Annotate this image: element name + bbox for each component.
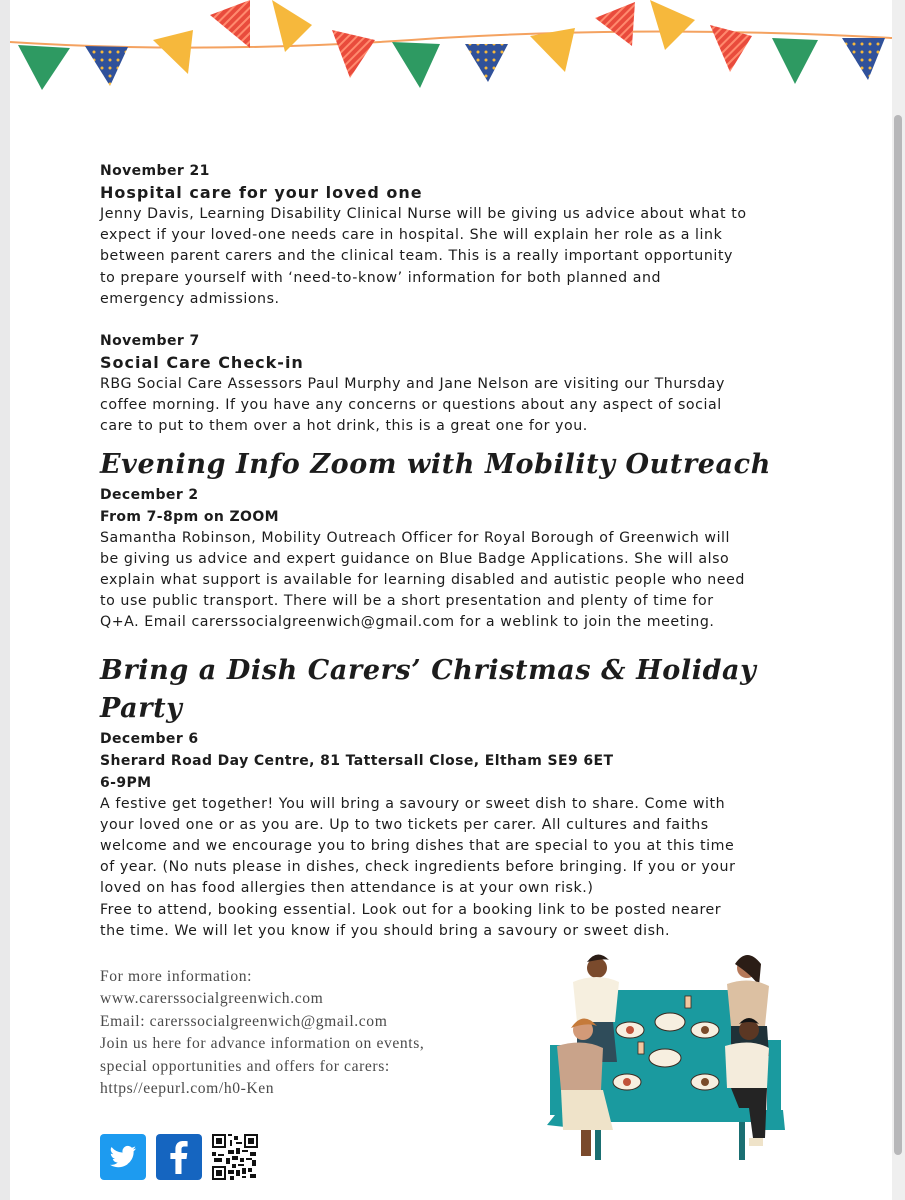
zoom-description: Samantha Robinson, Mobility Outreach Officer for Royal Borough of Greenwich will be giving us advice and expert guidance on Blue Badge Applications. She will also explain what support is available for learning disabled and autistic people who need to use public transport. There will be a short presentation and plenty of time for Q+A. Email carerssocialgreenwich@gmail.com for a weblink to join the meeting. bbox=[100, 529, 745, 631]
flag-dots bbox=[465, 44, 508, 82]
event-date: November 21 bbox=[100, 163, 210, 179]
contact-info bbox=[100, 966, 424, 1100]
info-label: For more information: bbox=[100, 968, 253, 985]
flag-yellow bbox=[153, 30, 193, 74]
flag-green bbox=[772, 38, 818, 84]
flag-green bbox=[392, 42, 440, 88]
event-description: RBG Social Care Assessors Paul Murphy and Jane Nelson are visiting our Thursday coffee morning. If you have any concerns or questions about any aspect of social care to put to them over a hot drink, this is a great one for you. bbox=[100, 376, 725, 435]
zoom-time: From 7-8pm on ZOOM bbox=[100, 508, 279, 525]
event-block bbox=[100, 160, 800, 310]
qr-code bbox=[212, 1134, 258, 1180]
party-venue: Sherard Road Day Centre, 81 Tattersall Close, Eltham SE9 6ET bbox=[100, 752, 614, 769]
party-heading: Bring a Dish Carers’ Christmas & Holiday Party bbox=[100, 654, 757, 724]
facebook-icon[interactable] bbox=[156, 1134, 202, 1180]
flag-dots bbox=[842, 38, 885, 80]
zoom-date: December 2 bbox=[100, 486, 199, 503]
scrollbar[interactable] bbox=[892, 0, 905, 1200]
flag-stripes bbox=[332, 30, 375, 78]
event-block bbox=[100, 330, 800, 438]
flag-yellow bbox=[650, 0, 695, 50]
events-content bbox=[100, 160, 800, 942]
party-description: A festive get together! You will bring a savoury or sweet dish to share. Come with your loved one or as you are. Up to two tickets per carer. All cultures and faiths welcome and we encourage you to bring dishes that are special to you at this time of year. (No nuts please in dishes, check ingredients before bringing. If you or your loved on has food allergies then attendance is at your own risk.) Free to attend, booking essential. Look out for a booking link to be posted nearer the time. We will let you know if you should bring a savoury or sweet dish. bbox=[100, 795, 736, 939]
flag-stripes bbox=[595, 2, 635, 46]
website-link[interactable]: www.carerssocialgreenwich.com bbox=[100, 990, 324, 1008]
email-link[interactable]: Email: carerssocialgreenwich@gmail.com bbox=[100, 1012, 388, 1030]
zoom-heading: Evening Info Zoom with Mobility Outreach bbox=[100, 448, 771, 480]
party-time: 6-9PM bbox=[100, 774, 152, 791]
flag-yellow bbox=[530, 28, 575, 72]
info-join-text: Join us here for advance information on events, bbox=[100, 1035, 425, 1053]
bunting-decoration bbox=[10, 0, 892, 100]
flyer-page bbox=[10, 0, 892, 1200]
event-title: Social Care Check-in bbox=[100, 353, 304, 373]
newsletter-link[interactable]: https//eepurl.com/h0-Ken bbox=[100, 1080, 275, 1098]
party-date: December 6 bbox=[100, 730, 199, 747]
twitter-icon[interactable] bbox=[100, 1134, 146, 1180]
info-join-text: special opportunities and offers for carers: bbox=[100, 1057, 390, 1075]
flag-dots bbox=[85, 46, 128, 86]
scrollbar-thumb[interactable] bbox=[894, 115, 902, 1155]
event-description: Jenny Davis, Learning Disability Clinical Nurse will be giving us advice about what to expect if your loved-one needs care in hospital. She will explain her role as a link between parent carers and the clinical team. This is a really important opportunity to prepare yourself with ‘need-to-know’ information for both planned and emergency admissions. bbox=[100, 206, 747, 307]
event-title: Hospital care for your loved one bbox=[100, 183, 423, 202]
event-date: November 7 bbox=[100, 333, 200, 350]
flag-yellow bbox=[272, 0, 312, 52]
flag-green bbox=[18, 45, 70, 90]
flag-stripes bbox=[210, 0, 250, 48]
dinner-table-illustration bbox=[535, 950, 795, 1165]
